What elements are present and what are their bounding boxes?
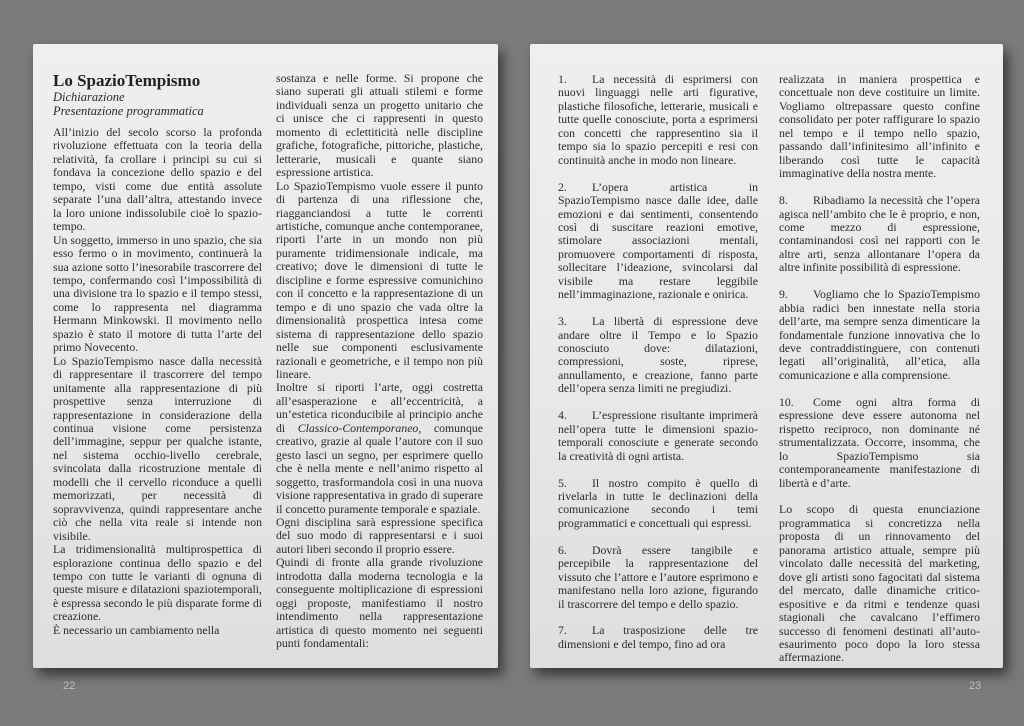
paragraph: Lo SpazioTempismo nasce dalla necessità di rappresentare il trascorrere del tempo unitamente alla rappresentazione di più prospettive senza interruzione di rappresentazione in considerazione della continua visione come persistenza dell’immagine, seppur per qualche istante, nel sistema occhio-livello cerebrale, svincolata dalla ricostruzione mentale di modelli che il cervello riconduce a quelli memorizzati, per necessità di sopravvivenza, quindi rappresentare anche ciò che nella vita reale si intende non visibile. [53, 353, 262, 543]
point-number: 6. [558, 542, 567, 557]
point-text: Il nostro compito è quello di rivelarla in tutte le declinazioni della comunicazione secondo i temi programmatici e concettuali qui espressi. [558, 475, 758, 530]
numbered-point [779, 396, 980, 490]
point-text: La libertà di espressione deve andare oltre il Tempo e lo Spazio conosciuto dove: dilatazioni, compressioni, soste, riprese, annullamento, e creazione, fanno parte dell’opera senza limiti ne pregiudizi. [558, 314, 758, 396]
closing-paragraph [779, 503, 980, 664]
numbered-point [558, 409, 758, 463]
right-column-1 [558, 73, 758, 665]
document-title: Lo SpazioTempismo [53, 71, 201, 90]
subtitle-dichiarazione: Dichiarazione [53, 90, 125, 104]
point-number: 7. [558, 623, 567, 638]
page-number-right: 23 [969, 680, 982, 692]
paragraph: All’inizio del secolo scorso la profonda rivoluzione effettuata con la teoria della relatività, fa crollare i principi su cui si fondava la concezione dello spazio e del tempo, visti come due entità assolute separate l’una dall’altra, attestando invece la loro unione indissolubile cioè lo spazio-tempo. [53, 125, 262, 234]
point-number: 5. [558, 475, 567, 490]
point-text: realizzata in maniera prospettica e concettuale non deve costituire un limite. Vogliamo oltrepassare questo confine consolidato per poter raffigurare lo spazio nel tempo e il tempo nello spazio, passando dall’infinitesimo all’infinito e liberando così tutte le capacità immaginative della nostra mente. [779, 72, 980, 181]
paragraph-text: , comunque creativo, grazie al quale l’autore con il suo gesto lasci un segno, per esprimere quello che è nella mente e nell’animo rispetto al soggetto, trasformandola così in una nuova visione rappresentativa in grado di superare il concetto puramente temporale e spaziale. [276, 420, 483, 516]
point-text: L’espressione risultante imprimerà nell’opera tutte le dimensioni spazio-temporali conosciute e generate secondo la creatività di ogni artista. [558, 408, 758, 463]
point-text: Lo scopo di questa enunciazione programmatica si concretizza nella proposta di un rinnovamento del panorama artistico attuale, sempre più vincolato dalle necessità del marketing, dove gli artisti sono fagocitati dal sistema del mercato, dalle dinamiche critico-espositive e da ritmi e tendenze quasi stagionali che cavalcano l’effimero successo di fenomeni destinati all’auto-esaurimento poco dopo la loro stessa affermazione. [779, 502, 980, 665]
left-page [33, 44, 498, 668]
point-text: Ribadiamo la necessità che l’opera agisca nell’ambito che le è proprio, e non, come mezzo di espressione, contaminandosi così nei rapporti con le altre arti, senza allontanare l’opera da altre infinite possibilità di espressione. [779, 193, 980, 275]
paragraph-text: Inoltre si riporti l’arte, oggi costretta all’esasperazione e all’eccentricità, a un’estetica riconducibile al principio anche di [276, 380, 483, 435]
point-number: 3. [558, 314, 567, 329]
paragraph: sostanza e nelle forme. Si propone che siano superati gli attuali stilemi e forme individuali senza un progetto unitario che ci unisce che ci rappresenti in questo momento di eclettiticità nelle discipline grafiche, fotografiche, pittoriche, plastiche, letterarie, musicali e quante siano espressione artistica. [276, 71, 483, 180]
point-number: 1. [558, 72, 567, 86]
paragraph [276, 381, 483, 516]
subtitle-presentazione: Presentazione programmatica [53, 104, 204, 118]
numbered-point [558, 73, 758, 167]
numbered-point [779, 194, 980, 275]
paragraph: Lo SpazioTempismo vuole essere il punto di partenza di una riflessione che, riagganciandosi a tutte le correnti artistiche, comunque anche contemporanee, riporti l’arte in un mondo non più puramente tridimensionale indicale, ma creativo; dove le dimensioni di tutte le discipline e forme espressive comunichino con il concetto e la rappresentazione di un tempo e di uno spazio che vada oltre la dimensionalità prospettica intesa come sistema di rappresentazione dello spazio nelle sue componenti esclusivamente razionali e geometriche, e il tempo non più lineare. [276, 178, 483, 381]
paragraph: Quindi di fronte alla grande rivoluzione introdotta dalla moderna tecnologia e la conseguente moltiplicazione di espressioni oggi proposte, manifestiamo il nostro intendimento nella rappresentazione artistica di questo momento nei seguenti punti fondamentali: [276, 555, 483, 651]
paragraph: Ogni disciplina sarà espressione specifica del suo modo di rappresentarsi e i suoi autori liberi secondo il proprio essere. [276, 514, 483, 556]
point-text: L’opera artistica in SpazioTempismo nasce dalle idee, dalle emozioni e dai sentimenti, consentendo così di suscitare reazioni emotive, stimolare associazioni mentali, promuovere comportamenti di risposta, sollecitare l’ideazione, svincolarsi dal visibile ma restare leggibile nell’immaginazione, razionale e onirica. [558, 179, 758, 302]
point-number: 10. [779, 394, 794, 409]
italic-term: Classico-Contemporaneo [297, 420, 419, 435]
numbered-point [779, 288, 980, 382]
numbered-point [558, 181, 758, 302]
continued-point [779, 73, 980, 181]
page-number-left: 22 [63, 680, 76, 692]
point-number: 8. [779, 193, 788, 208]
numbered-point [558, 544, 758, 611]
numbered-point [558, 624, 758, 651]
point-number: 2. [558, 179, 567, 194]
point-number: 9. [779, 287, 788, 302]
numbered-point [558, 477, 758, 531]
left-column-1 [53, 71, 262, 637]
paragraph: Un soggetto, immerso in uno spazio, che sia esso fermo o in movimento, continuerà la sua azione sotto l’inesorabile trascorrere del tempo, confermando così l’impossibilità di una divisione tra lo spazio e il tempo stessi, come lo rappresenta nel diagramma Hermann Minkowski. Il movimento nello spazio è stato il motore di tutta l’arte del primo Novecento. [53, 232, 262, 355]
right-page [530, 44, 1003, 668]
point-text: Vogliamo che lo SpazioTempismo abbia radici ben innestate nella storia dell’arte, ma sempre senza dimenticare la fondamentale funzione innovativa che lo deve contraddistinguere, con contenuti legati all’originalità, all’etica, alla comunicazione e alla comprensione. [779, 287, 980, 382]
numbered-point [558, 315, 758, 396]
left-column-2 [276, 72, 483, 650]
paragraph: La tridimensionalità multiprospettica di esplorazione continua dello spazio e del tempo con tutte le varianti di ognuna di queste misure e dilatazioni spaziotemporali, è espressa secondo le più disparate forme di creazione. [53, 542, 262, 624]
right-column-2 [779, 73, 980, 678]
point-text: La trasposizione delle tre dimensioni e del tempo, fino ad ora [558, 623, 758, 651]
point-number: 4. [558, 408, 567, 423]
point-text: Come ogni altra forma di espressione deve essere autonoma nel rispetto reciproco, non dominante né strumentalizzata. Occorre, insomma, che lo SpazioTempismo sia contemporaneamente manifestazione di libertà e d’arte. [779, 394, 980, 490]
point-text: Dovrà essere tangibile e percepibile la rappresentazione del vissuto che l’attore e l’autore esprimono e manifestano nella loro azione, figurando il trascorrere del tempo e dello spazio. [558, 542, 758, 611]
paragraph: È necessario un cambiamento nella [53, 622, 220, 637]
point-text: La necessità di esprimersi con nuovi linguaggi nelle arti figurative, plastiche filosofiche, letterarie, musicali e tutte quelle conosciute, porta a esprimersi con concetti che rappresentino sia il tempo sia lo spazio percepiti e resi con continuità anche in modo non lineare. [558, 72, 758, 167]
